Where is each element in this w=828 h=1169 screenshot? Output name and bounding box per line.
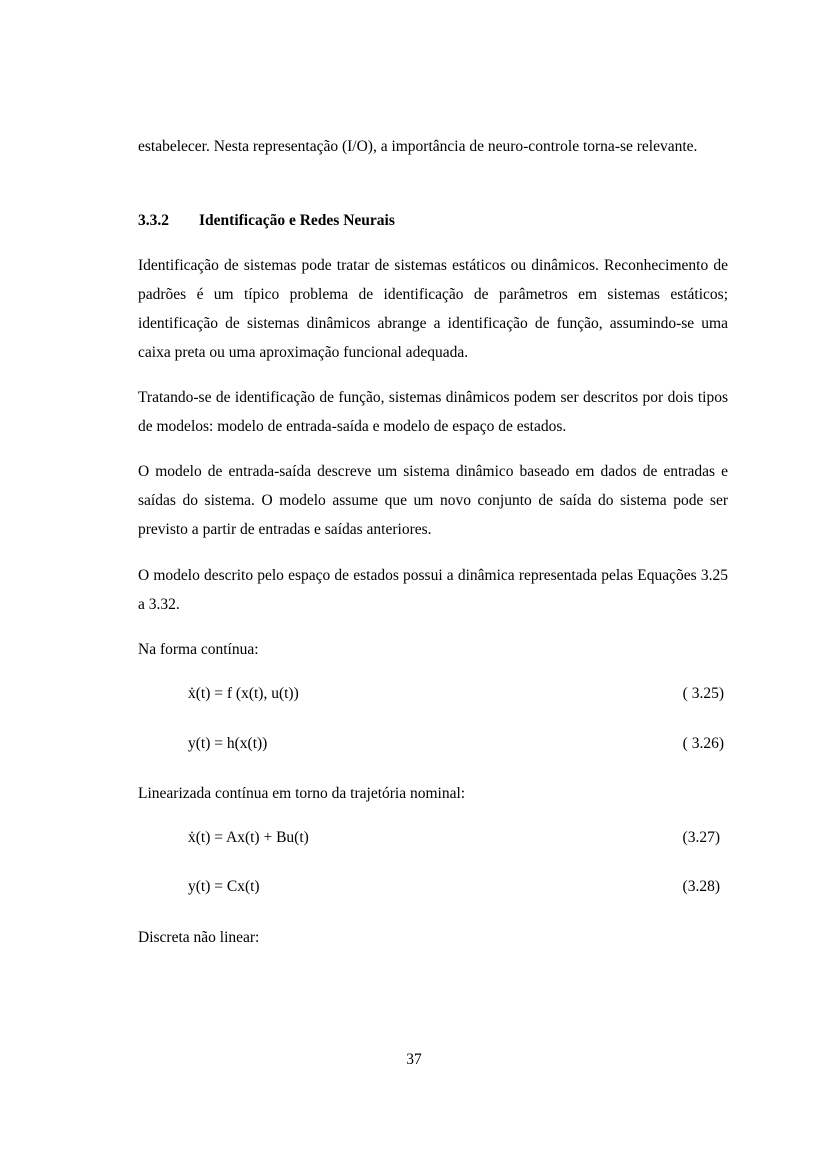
paragraph-intro-continuation: estabelecer. Nesta representação (I/O), a importância de neuro-controle torna-se relevante. xyxy=(138,138,698,155)
equation-number: (3.28) xyxy=(682,878,720,895)
section-title: Identificação e Redes Neurais xyxy=(199,212,395,229)
section-heading xyxy=(138,206,395,235)
equation-expression: ẋ(t) = Ax(t) + Bu(t) xyxy=(188,829,309,846)
equation-number: (3.27) xyxy=(682,829,720,846)
paragraph-function-identification: Tratando-se de identificação de função, sistemas dinâmicos podem ser descritos por dois tipos de modelos: modelo de entrada-saída e modelo de espaço de estados. xyxy=(138,389,728,435)
equation-number: ( 3.25) xyxy=(682,685,724,702)
equation-3-28 xyxy=(188,877,720,897)
paragraph-state-space-model: O modelo descrito pelo espaço de estados possui a dinâmica representada pelas Equações 3.25 a 3.32. xyxy=(138,567,728,613)
paragraph-discrete-nonlinear: Discreta não linear: xyxy=(138,929,260,946)
paragraph-identification: Identificação de sistemas pode tratar de sistemas estáticos ou dinâmicos. Reconhecimento de padrões é um típico problema de identificação de parâmetros em sistemas estáticos; identificação de sistemas dinâmicos abrange a identificação de função, assumindo-se uma caixa preta ou uma aproximação funcional adequada. xyxy=(138,257,728,361)
equation-expression: ẋ(t) = f (x(t), u(t)) xyxy=(188,685,299,702)
equation-3-26 xyxy=(188,734,724,754)
paragraph-continuous-form: Na forma contínua: xyxy=(138,641,259,658)
section-number: 3.3.2 xyxy=(138,212,169,229)
paragraph-input-output-model: O modelo de entrada-saída descreve um sistema dinâmico baseado em dados de entradas e saídas do sistema. O modelo assume que um novo conjunto de saída do sistema pode ser previsto a partir de entradas e saídas anteriores. xyxy=(138,463,728,538)
equation-3-27 xyxy=(188,828,720,848)
paragraph-linearized-form: Linearizada contínua em torno da trajetória nominal: xyxy=(138,785,466,802)
equation-expression: y(t) = Cx(t) xyxy=(188,878,260,895)
equation-expression: y(t) = h(x(t)) xyxy=(188,735,268,752)
equation-3-25 xyxy=(188,684,724,704)
page-number: 37 xyxy=(406,1051,422,1068)
equation-number: ( 3.26) xyxy=(682,735,724,752)
